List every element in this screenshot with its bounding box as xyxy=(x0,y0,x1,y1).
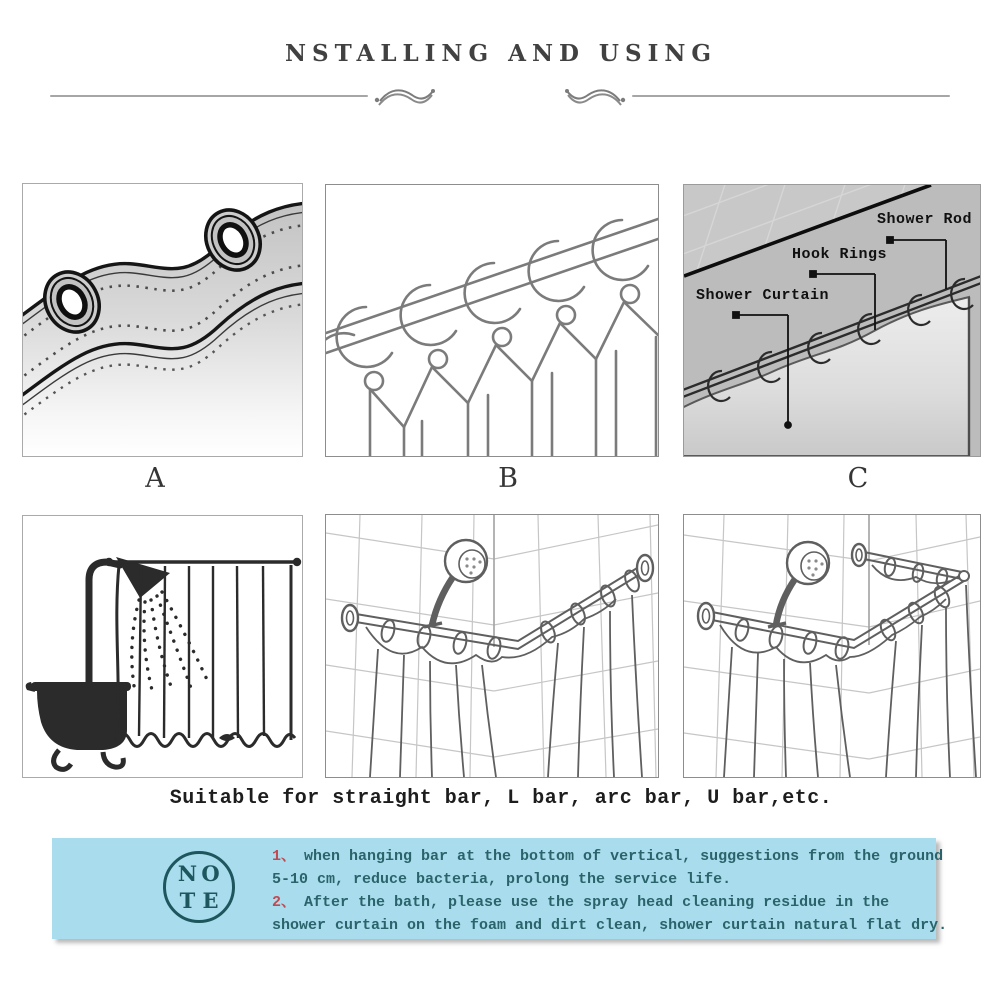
badge-letter: N xyxy=(177,861,198,886)
suitability-caption: Suitable for straight bar, L bar, arc bar, U bar,etc. xyxy=(169,787,833,810)
panel-a-letter: A xyxy=(145,463,165,494)
l-bar-illustration xyxy=(326,515,658,777)
ornamental-divider xyxy=(50,84,950,108)
badge-letter: T xyxy=(179,888,196,913)
note-line: 2、 After the bath, please use the spray head cleaning residue in the xyxy=(272,894,890,911)
u-bar-illustration xyxy=(684,515,980,777)
bathtub-illustration xyxy=(23,516,302,777)
panel-c-letter: C xyxy=(847,463,869,494)
divider-line-right xyxy=(632,95,950,97)
shower-curtain-label: Shower Curtain xyxy=(696,287,830,304)
panel-b-letter: B xyxy=(498,463,518,494)
note-item-number: 2、 xyxy=(272,894,297,911)
note-box xyxy=(52,838,948,939)
swash-ornament-icon xyxy=(374,84,436,108)
hook-rings-illustration xyxy=(326,185,658,456)
swash-ornament-icon xyxy=(564,84,626,108)
tile-grid xyxy=(684,515,980,777)
panel-c-labeled-diagram xyxy=(683,184,981,457)
shower-head-icon xyxy=(768,542,829,627)
panel-u-bar-scene xyxy=(683,514,981,778)
panel-l-bar-scene xyxy=(325,514,659,778)
note-text xyxy=(272,845,948,937)
badge-letter: O xyxy=(201,861,220,886)
note-item-number: 1、 xyxy=(272,848,297,865)
panel-bathtub-scene xyxy=(22,515,303,778)
note-line: 5-10 cm, reduce bacteria, prolong the service life. xyxy=(272,871,732,888)
panel-a-grommet-closeup xyxy=(22,183,303,457)
panel-b-hooks-closeup xyxy=(325,184,659,457)
badge-letter: E xyxy=(202,888,219,913)
note-line: 1、 when hanging bar at the bottom of vertical, suggestions from the ground xyxy=(272,848,944,865)
shower-head-icon xyxy=(424,540,487,627)
tile-grid xyxy=(326,515,658,777)
note-line: shower curtain on the foam and dirt clean, shower curtain natural flat dry. xyxy=(272,917,948,934)
grommet-illustration xyxy=(23,184,302,456)
divider-line-left xyxy=(50,95,368,97)
page-title: NSTALLING AND USING xyxy=(284,40,718,67)
note-badge-icon xyxy=(163,851,235,923)
shower-rod-label: Shower Rod xyxy=(876,211,972,228)
hook-rings-label: Hook Rings xyxy=(792,246,888,263)
